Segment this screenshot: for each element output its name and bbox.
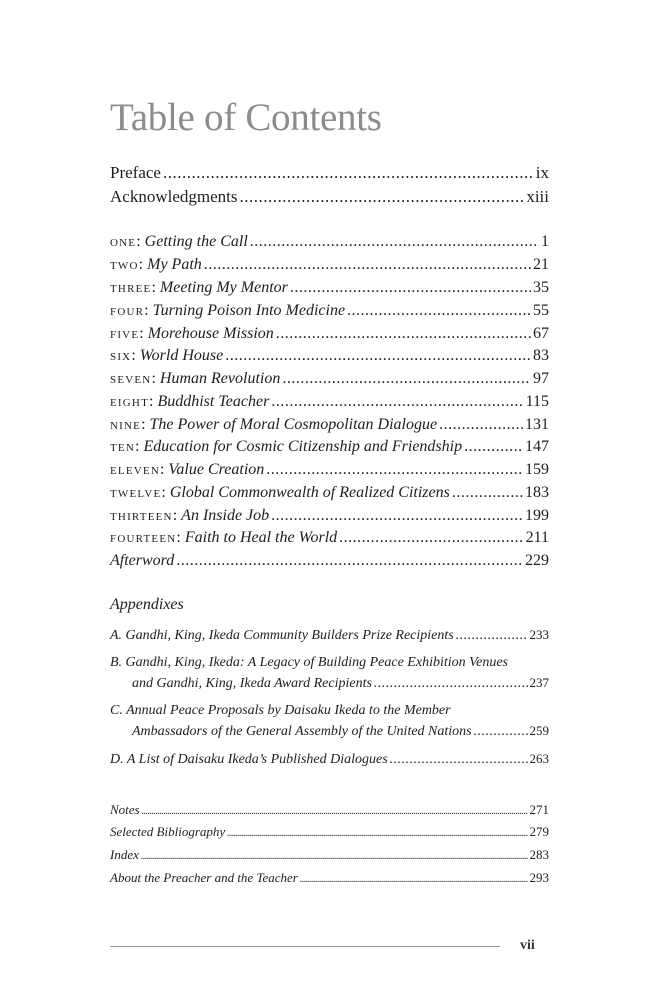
- chapter-page: 67: [533, 325, 549, 342]
- chapter-number: four: [110, 303, 145, 319]
- chapter-page: 1: [541, 233, 549, 250]
- dot-leader: [271, 507, 523, 525]
- chapter-number: five: [110, 326, 140, 342]
- appendix-page: 263: [529, 751, 549, 766]
- appendix-c-line1[interactable]: C. Annual Peace Proposals by Daisaku Ikeda to the Member: [110, 703, 451, 718]
- appendix-title: D. A List of Daisaku Ikeda’s Published Dialogues: [110, 752, 388, 767]
- chapter-number: thirteen: [110, 508, 173, 524]
- toc-entry-page: 279: [529, 824, 549, 839]
- page-title: Table of Contents: [110, 96, 382, 139]
- appendix-page: 233: [529, 627, 549, 642]
- dot-leader: [339, 529, 523, 547]
- chapter-page: 97: [533, 370, 549, 387]
- toc-entry-preface[interactable]: [110, 163, 549, 183]
- dot-leader: [250, 233, 539, 251]
- toc-entry-page: xiii: [526, 187, 549, 206]
- chapter-number: two: [110, 257, 139, 273]
- toc-chapter-eight[interactable]: eight : Buddhist Teacher ..... 115: [110, 393, 549, 411]
- chapter-number: eleven: [110, 462, 160, 478]
- dot-leader: [439, 416, 523, 434]
- chapter-number: three: [110, 280, 152, 296]
- chapter-number: six: [110, 348, 132, 364]
- chapter-page: 199: [525, 507, 549, 524]
- toc-chapter-nine[interactable]: nine : The Power of Moral Cosmopolitan Dialogue ..... 131: [110, 416, 549, 434]
- chapter-page: 211: [525, 529, 549, 546]
- chapter-title: My Path: [147, 256, 202, 273]
- toc-chapter-two[interactable]: two : My Path ..... 21: [110, 256, 549, 274]
- chapter-title: Meeting My Mentor: [159, 279, 288, 296]
- appendix-title: A. Gandhi, King, Ikeda Community Builders Prize Recipients: [110, 628, 454, 643]
- chapter-title: Education for Cosmic Citizenship and Friendship: [143, 438, 463, 455]
- toc-entry-label: Index: [110, 847, 139, 862]
- toc-entry-label: Acknowledgments: [110, 187, 238, 206]
- chapter-title: Human Revolution: [159, 370, 281, 387]
- toc-entry-label: Preface: [110, 163, 161, 182]
- appendix-a[interactable]: [110, 627, 549, 644]
- dot-leader: [282, 370, 531, 388]
- appendix-title-cont: and Gandhi, King, Ikeda Award Recipients: [132, 676, 372, 691]
- toc-chapter-six[interactable]: six : World House ..... 83: [110, 347, 549, 365]
- chapter-page: 21: [533, 256, 549, 273]
- chapter-title: Getting the Call: [144, 233, 248, 250]
- dot-leader: [163, 163, 534, 183]
- toc-chapter-eleven[interactable]: eleven : Value Creation ..... 159: [110, 461, 549, 479]
- chapter-page: 131: [525, 416, 549, 433]
- toc-chapter-ten[interactable]: ten : Education for Cosmic Citizenship and Friendship ..... 147: [110, 438, 549, 456]
- appendixes-heading: Appendixes: [110, 596, 184, 613]
- toc-entry-label: About the Preacher and the Teacher: [110, 870, 298, 885]
- chapter-title: Buddhist Teacher: [157, 393, 270, 410]
- chapter-number: twelve: [110, 485, 162, 501]
- toc-entry-acknowledgments[interactable]: [110, 187, 549, 207]
- chapter-number: one: [110, 234, 137, 250]
- toc-entry-page: 229: [525, 552, 549, 569]
- toc-chapter-thirteen[interactable]: thirteen : An Inside Job ..... 199: [110, 507, 549, 525]
- dot-leader: [374, 676, 528, 692]
- toc-entry-bibliography[interactable]: [110, 824, 549, 840]
- dot-leader: [141, 847, 528, 863]
- dot-leader: [204, 256, 531, 274]
- dot-leader: [271, 393, 523, 411]
- toc-chapter-four[interactable]: four : Turning Poison Into Medicine ..... 55: [110, 302, 549, 320]
- toc-chapter-twelve[interactable]: twelve : Global Commonwealth of Realized Citizens ..... 183: [110, 484, 549, 502]
- chapter-page: 159: [525, 461, 549, 478]
- dot-leader: [452, 484, 523, 502]
- toc-entry-label: Afterword: [110, 552, 175, 569]
- chapter-number: seven: [110, 371, 152, 387]
- appendix-title-cont: Ambassadors of the General Assembly of the United Nations: [132, 724, 472, 739]
- dot-leader: [474, 724, 528, 740]
- toc-entry-page: 271: [529, 802, 549, 817]
- dot-leader: [456, 628, 528, 644]
- footer-rule: [110, 946, 500, 947]
- chapter-title: Faith to Heal the World: [184, 529, 338, 546]
- toc-entry-label: Notes: [110, 802, 140, 817]
- appendix-c[interactable]: [132, 723, 549, 740]
- chapter-number: ten: [110, 439, 135, 455]
- dot-leader: [142, 802, 528, 818]
- dot-leader: [290, 279, 531, 297]
- toc-entry-notes[interactable]: [110, 802, 549, 818]
- toc-entry-page: 283: [529, 847, 549, 862]
- appendix-page: 259: [529, 723, 549, 738]
- chapter-number: eight: [110, 394, 149, 410]
- chapter-title: Turning Poison Into Medicine: [152, 302, 346, 319]
- dot-leader: [390, 752, 528, 768]
- dot-leader: [225, 347, 531, 365]
- chapter-page: 147: [525, 438, 549, 455]
- chapter-number: fourteen: [110, 530, 177, 546]
- toc-chapter-one[interactable]: one : Getting the Call ..... 1: [110, 233, 549, 251]
- toc-entry-page: 293: [529, 870, 549, 885]
- chapter-title: World House: [139, 347, 224, 364]
- dot-leader: [347, 302, 531, 320]
- page-number: vii: [520, 938, 535, 953]
- toc-chapter-fourteen[interactable]: fourteen : Faith to Heal the World ..... 211: [110, 529, 549, 547]
- appendix-b-line1[interactable]: B. Gandhi, King, Ikeda: A Legacy of Building Peace Exhibition Venues: [110, 655, 509, 670]
- dot-leader: [239, 187, 524, 207]
- toc-chapter-five[interactable]: five : Morehouse Mission ..... 67: [110, 325, 549, 343]
- toc-entry-afterword[interactable]: [110, 552, 549, 570]
- toc-chapter-three[interactable]: three : Meeting My Mentor ..... 35: [110, 279, 549, 297]
- chapter-number: nine: [110, 417, 142, 433]
- chapter-title: Morehouse Mission: [147, 325, 274, 342]
- appendix-d[interactable]: [110, 751, 549, 768]
- dot-leader: [266, 461, 523, 479]
- chapter-page: 55: [533, 302, 549, 319]
- toc-entry-index[interactable]: [110, 847, 549, 863]
- dot-leader: [176, 552, 523, 570]
- dot-leader: [300, 870, 528, 886]
- chapter-title: Value Creation: [168, 461, 265, 478]
- chapter-page: 35: [533, 279, 549, 296]
- appendix-page: 237: [529, 675, 549, 690]
- chapter-page: 115: [525, 393, 549, 410]
- dot-leader: [464, 438, 523, 456]
- appendix-b[interactable]: [132, 675, 549, 692]
- toc-chapter-seven[interactable]: seven : Human Revolution ..... 97: [110, 370, 549, 388]
- chapter-title: An Inside Job: [181, 507, 270, 524]
- dot-leader: [227, 824, 527, 840]
- chapter-title: Global Commonwealth of Realized Citizens: [169, 484, 450, 501]
- chapter-page: 183: [525, 484, 549, 501]
- dot-leader: [276, 325, 531, 343]
- toc-entry-page: ix: [535, 163, 549, 182]
- toc-entry-about[interactable]: [110, 870, 549, 886]
- toc-entry-label: Selected Bibliography: [110, 824, 226, 839]
- chapter-page: 83: [533, 347, 549, 364]
- chapter-title: The Power of Moral Cosmopolitan Dialogue: [149, 416, 438, 433]
